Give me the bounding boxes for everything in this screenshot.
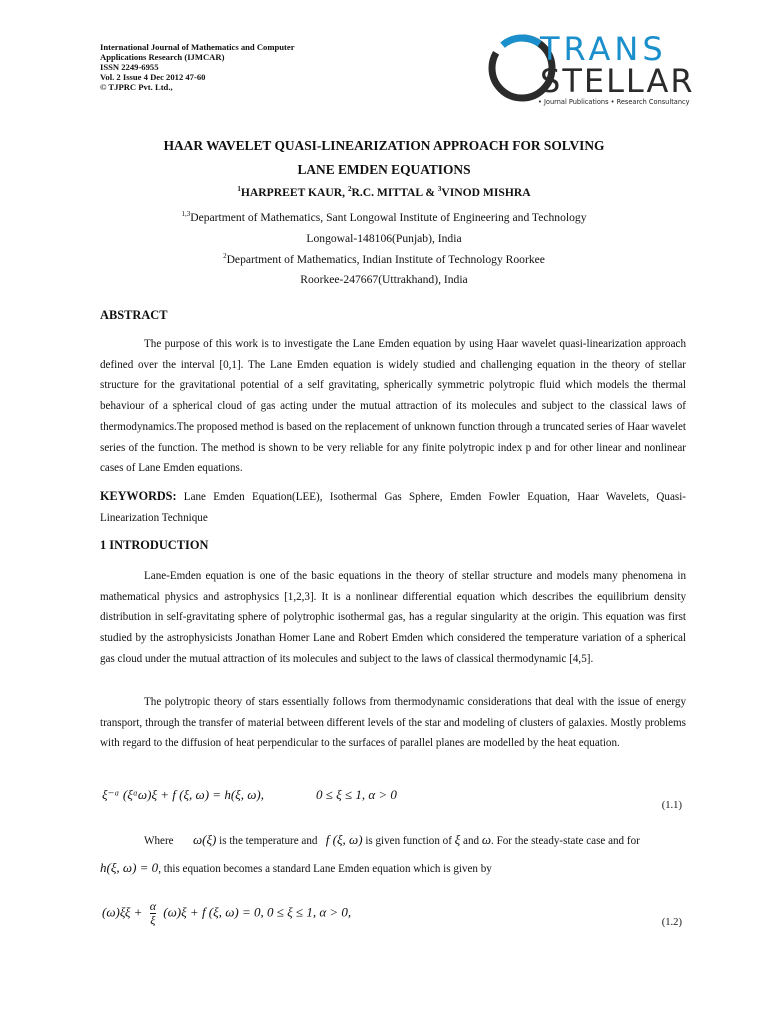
where-f: f (ξ, ω) — [325, 832, 363, 847]
where-line — [144, 832, 640, 848]
affiliation-1-sup: 1,3 — [181, 210, 191, 219]
equation-1-2-denominator: ξ — [150, 913, 156, 927]
where-text-3: is given function of — [365, 835, 452, 847]
title-line2: LANE EMDEN EQUATIONS — [297, 162, 471, 177]
where-text-5: . For the steady-state case and for — [491, 835, 640, 847]
keywords-text: Lane Emden Equation(LEE), Isothermal Gas Sphere, Emden Fowler Equation, Haar Wavelets, Quasi-Linearization Technique — [100, 491, 686, 524]
publisher-logo — [484, 30, 695, 106]
introduction-body-1 — [100, 566, 686, 670]
journal-volume: Vol. 2 Issue 4 Dec 2012 47-60 — [100, 72, 206, 82]
h-text: , this equation becomes a standard Lane Emden equation which is given by — [158, 863, 492, 875]
equation-1-2-part-a: (ω)ξξ + — [102, 904, 143, 920]
journal-name-line1: International Journal of Mathematics and Computer — [100, 42, 295, 52]
h-line — [100, 860, 492, 876]
logo-tagline: • Journal Publications • Research Consultancy — [538, 98, 690, 106]
introduction-heading: 1 INTRODUCTION — [100, 538, 209, 552]
author3-sup: 3 — [437, 185, 442, 194]
equation-1-2-number: (1.2) — [661, 917, 682, 928]
affiliation-1-location: Longowal-148106(Punjab), India — [306, 232, 462, 245]
affiliation-1-text: Department of Mathematics, Sant Longowal Institute of Engineering and Technology — [190, 211, 587, 224]
where-omega: ω(ξ) — [192, 832, 217, 847]
journal-issn: ISSN 2249-6955 — [100, 62, 159, 72]
journal-name-line2: Applications Research (IJMCAR) — [100, 52, 225, 62]
logo-trans: TRANS — [540, 30, 667, 68]
author1-sup: 1 — [237, 185, 241, 194]
abstract-text: The purpose of this work is to investigate the Lane Emden equation by using Haar wavelet quasi-linearization approach defined over the interval [0,1]. The Lane Emden equation is widely studied and challenging equation in the theory of stellar structure for the gravitational potential of a self gravitating, spherically symmetric polytropic fluid which models the thermal behaviour of a spherical cloud of gas acting under the mutual attraction of its molecules and subject to the classical laws of thermodynamics.The proposed method is based on the replacement of unknown function through a truncated series of Haar wavelet series of the function. The method is shown to be very reliable for any finite polytropic index p and for other linear and nonlinear cases of Lane Emden equations. — [100, 338, 686, 475]
keywords — [100, 486, 686, 528]
introduction-body-2 — [100, 692, 686, 754]
introduction-para-2: The polytropic theory of stars essentially follows from thermodynamic considerations that deal with the issue of energy transport, through the transfer of material between different levels of the star and modeling of clusters of galaxies. Mostly problems with regard to the diffusion of heat perpendicular to the surfaces of parallel planes are modelled by the heat equation. — [100, 696, 686, 750]
author2-sup: 2 — [347, 185, 352, 194]
where-text-4: and — [463, 835, 480, 847]
logo-stellar: STELLAR — [540, 62, 695, 100]
author3: VINOD MISHRA — [441, 186, 531, 199]
journal-copyright: © TJPRC Pvt. Ltd., — [100, 82, 173, 92]
authors — [0, 186, 768, 199]
equation-1-2-fraction — [150, 900, 156, 927]
equation-1-2-numerator: α — [149, 899, 157, 913]
equation-1-1-condition: 0 ≤ ξ ≤ 1, α > 0 — [316, 787, 397, 802]
affiliation-1 — [0, 208, 768, 228]
affiliation-2-location: Roorkee-247667(Uttrakhand), India — [300, 273, 468, 286]
equation-1-1: ξ⁻ᵅ (ξᵅω)ξ + f (ξ, ω) = h(ξ, ω), — [102, 787, 264, 802]
equation-1-2 — [102, 900, 351, 927]
where-word: Where — [144, 835, 174, 847]
equation-1-1-number: (1.1) — [661, 800, 682, 811]
title-line1: HAAR WAVELET QUASI-LINEARIZATION APPROACH FOR SOLVING — [163, 138, 605, 153]
abstract-body — [100, 334, 686, 479]
affiliation-2-text: Department of Mathematics, Indian Institute of Technology Roorkee — [226, 253, 545, 266]
introduction-para-1: Lane-Emden equation is one of the basic equations in the theory of stellar structure and models many phenomena in mathematical physics and astrophysics [1,2,3]. It is a nonlinear differential equation which describes the equilibrium density distribution in self-gravitating sphere of polytrophic isothermal gas, has a regular singularity at the origin. This equation was first studied by the astrophysicists Jonathan Homer Lane and Robert Emden which considered the temperature variation of a spherical gas cloud under the mutual attraction of its molecules and subject to the laws of classical thermodynamic [4,5]. — [100, 570, 686, 665]
author2: R.C. MITTAL & — [351, 186, 438, 199]
affiliation-2 — [0, 250, 768, 270]
affiliation-2-sup: 2 — [223, 252, 227, 261]
h-expression: h(ξ, ω) = 0 — [100, 860, 159, 875]
abstract-heading: ABSTRACT — [100, 308, 168, 322]
where-xi: ξ — [454, 832, 461, 847]
where-w: ω — [481, 832, 492, 847]
where-text-2: is the temperature and — [219, 835, 318, 847]
equation-1-2-part-b: (ω)ξ + f (ξ, ω) = 0, 0 ≤ ξ ≤ 1, α > 0, — [163, 904, 352, 920]
keywords-label: KEYWORDS: — [100, 489, 177, 503]
journal-info — [100, 42, 295, 92]
author1: HARPREET KAUR, — [240, 186, 348, 199]
paper-title — [0, 134, 768, 182]
